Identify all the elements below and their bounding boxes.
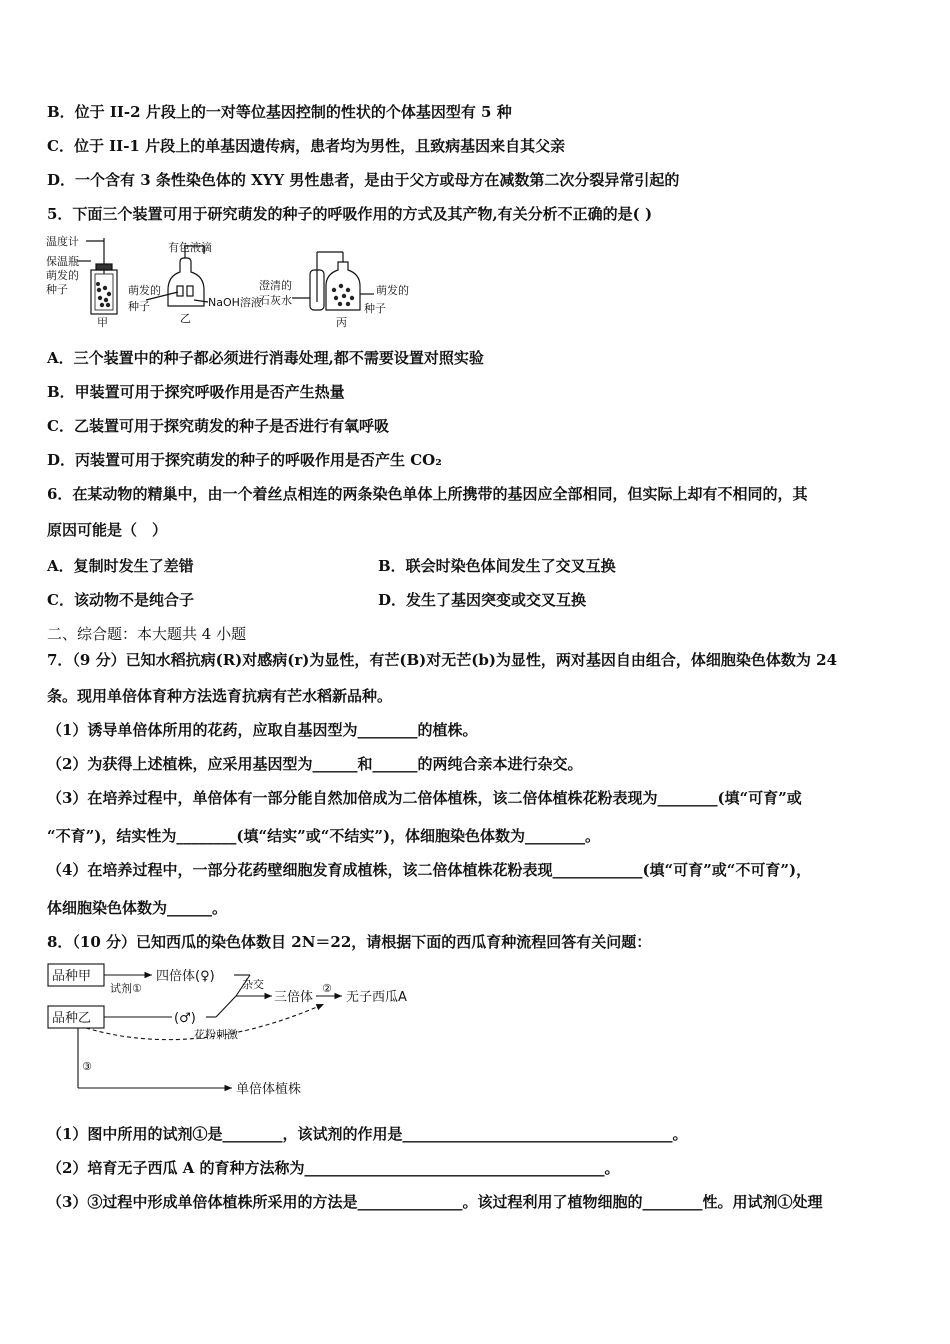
pollen-label: 花粉刺激 [194,1028,238,1041]
step2-label: ② [322,982,332,995]
q7-stem-line2: 条。现用单倍体育种方法选育抗病有芒水稻新品种。 [47,687,393,705]
seed-yi-label-1: 萌发的 [128,284,161,297]
q8-part3: （3）③过程中形成单倍体植株所采用的方法是______________。该过程利用了植物细胞的________性。用试剂①处理 [47,1193,823,1211]
q8-part2: （2）培育无子西瓜 A 的育种方法称为________________________________________。 [47,1159,620,1177]
q5-stem: 5．下面三个装置可用于研究萌发的种子的呼吸作用的方式及其产物,有关分析不正确的是( ) [47,205,653,223]
label-jia: 甲 [97,316,108,329]
thermos-label-2: 萌发的 [46,269,79,282]
q5-option-d: D．丙装置可用于探究萌发的种子的呼吸作用是否产生 CO₂ [47,451,442,469]
q6-option-d: D．发生了基因突变或交叉互换 [378,591,587,609]
respiration-apparatus-figure [44,234,409,332]
thermos-label-1: 保温瓶 [46,255,79,268]
seed-bing-label-2: 种子 [364,302,386,315]
seed-bing-label-1: 萌发的 [376,284,409,297]
q8-stem: 8．（10 分）已知西瓜的染色体数目 2N＝22，请根据下面的西瓜育种流程回答有关问题： [47,933,652,951]
q4-option-d: D．一个含有 3 条性染色体的 XYY 男性患者，是由于父方或母方在减数第二次分裂异常引起的 [47,171,680,189]
label-yi: 乙 [180,312,191,325]
tetraploid-label: 四倍体(♀) [156,969,215,984]
q5-option-a: A．三个装置中的种子都必须进行消毒处理,都不需要设置对照实验 [47,349,484,367]
step3-label: ③ [82,1060,92,1073]
q7-part3-line2: “不育”)，结实性为________(填“结实”或“不结实”)，体细胞染色体数为________。 [47,827,601,845]
haploid-label: 单倍体植株 [236,1082,302,1097]
seedless-label: 无子西瓜A [346,990,407,1005]
limewater-label-2: 石灰水 [259,294,292,307]
colored-drop-label: 有色液滴 [168,241,212,254]
q4-option-c: C．位于 II-1 片段上的单基因遗传病，患者均为男性，且致病基因来自其父亲 [47,137,566,155]
triploid-label: 三倍体 [274,990,314,1005]
q5-option-c: C．乙装置可用于探究萌发的种子是否进行有氧呼吸 [47,417,389,435]
q6-option-b: B．联会时染色体间发生了交叉互换 [378,557,616,575]
q8-part1: （1）图中所用的试剂①是________，该试剂的作用是____________________________________。 [47,1125,688,1143]
variety-yi-box: 品种乙 [52,1011,92,1026]
thermos-label-3: 种子 [46,283,68,296]
section-heading: 二、综合题：本大题共 4 小题 [47,625,247,643]
label-bing: 丙 [336,316,347,329]
limewater-label-1: 澄清的 [259,279,292,292]
q7-stem-line1: 7．（9 分）已知水稻抗病(R)对感病(r)为显性，有芒(B)对无芒(b)为显性，两对基因自由组合，体细胞染色体数为 24 [47,651,838,669]
q7-part1: （1）诱导单倍体所用的花药，应取自基因型为________的植株。 [47,721,478,739]
q7-part2: （2）为获得上述植株，应采用基因型为______和______的两纯合亲本进行杂交。 [47,755,583,773]
naoh-label: NaOH溶液 [208,296,262,309]
watermelon-breeding-flowchart [46,960,446,1106]
variety-jia-box: 品种甲 [52,969,92,984]
seed-yi-label-2: 种子 [128,300,150,313]
thermometer-label: 温度计 [46,235,79,248]
q6-stem-line2: 原因可能是（ ） [47,521,168,539]
q5-option-b: B．甲装置可用于探究呼吸作用是否产生热量 [47,383,345,401]
q6-option-c: C．该动物不是纯合子 [47,591,194,609]
cross-label: 杂交 [242,978,264,991]
q7-part4-line1: （4）在培养过程中，一部分花药壁细胞发育成植株，该二倍体植株花粉表现____________(填“可育”或“不可育”)， [47,861,812,879]
reagent-label: 试剂① [110,982,142,995]
q6-stem-line1: 6．在某动物的精巢中，由一个着丝点相连的两条染色单体上所携带的基因应全部相同，但实际上却有不相同的，其 [47,485,808,503]
male-label: (♂) [174,1011,196,1026]
q7-part3-line1: （3）在培养过程中，单倍体有一部分能自然加倍成为二倍体植株，该二倍体植株花粉表现为________(填“可育”或 [47,789,802,807]
q7-part4-line2: 体细胞染色体数为______。 [47,899,228,917]
q4-option-b: B．位于 II-2 片段上的一对等位基因控制的性状的个体基因型有 5 种 [47,103,512,121]
q6-option-a: A．复制时发生了差错 [47,557,194,575]
